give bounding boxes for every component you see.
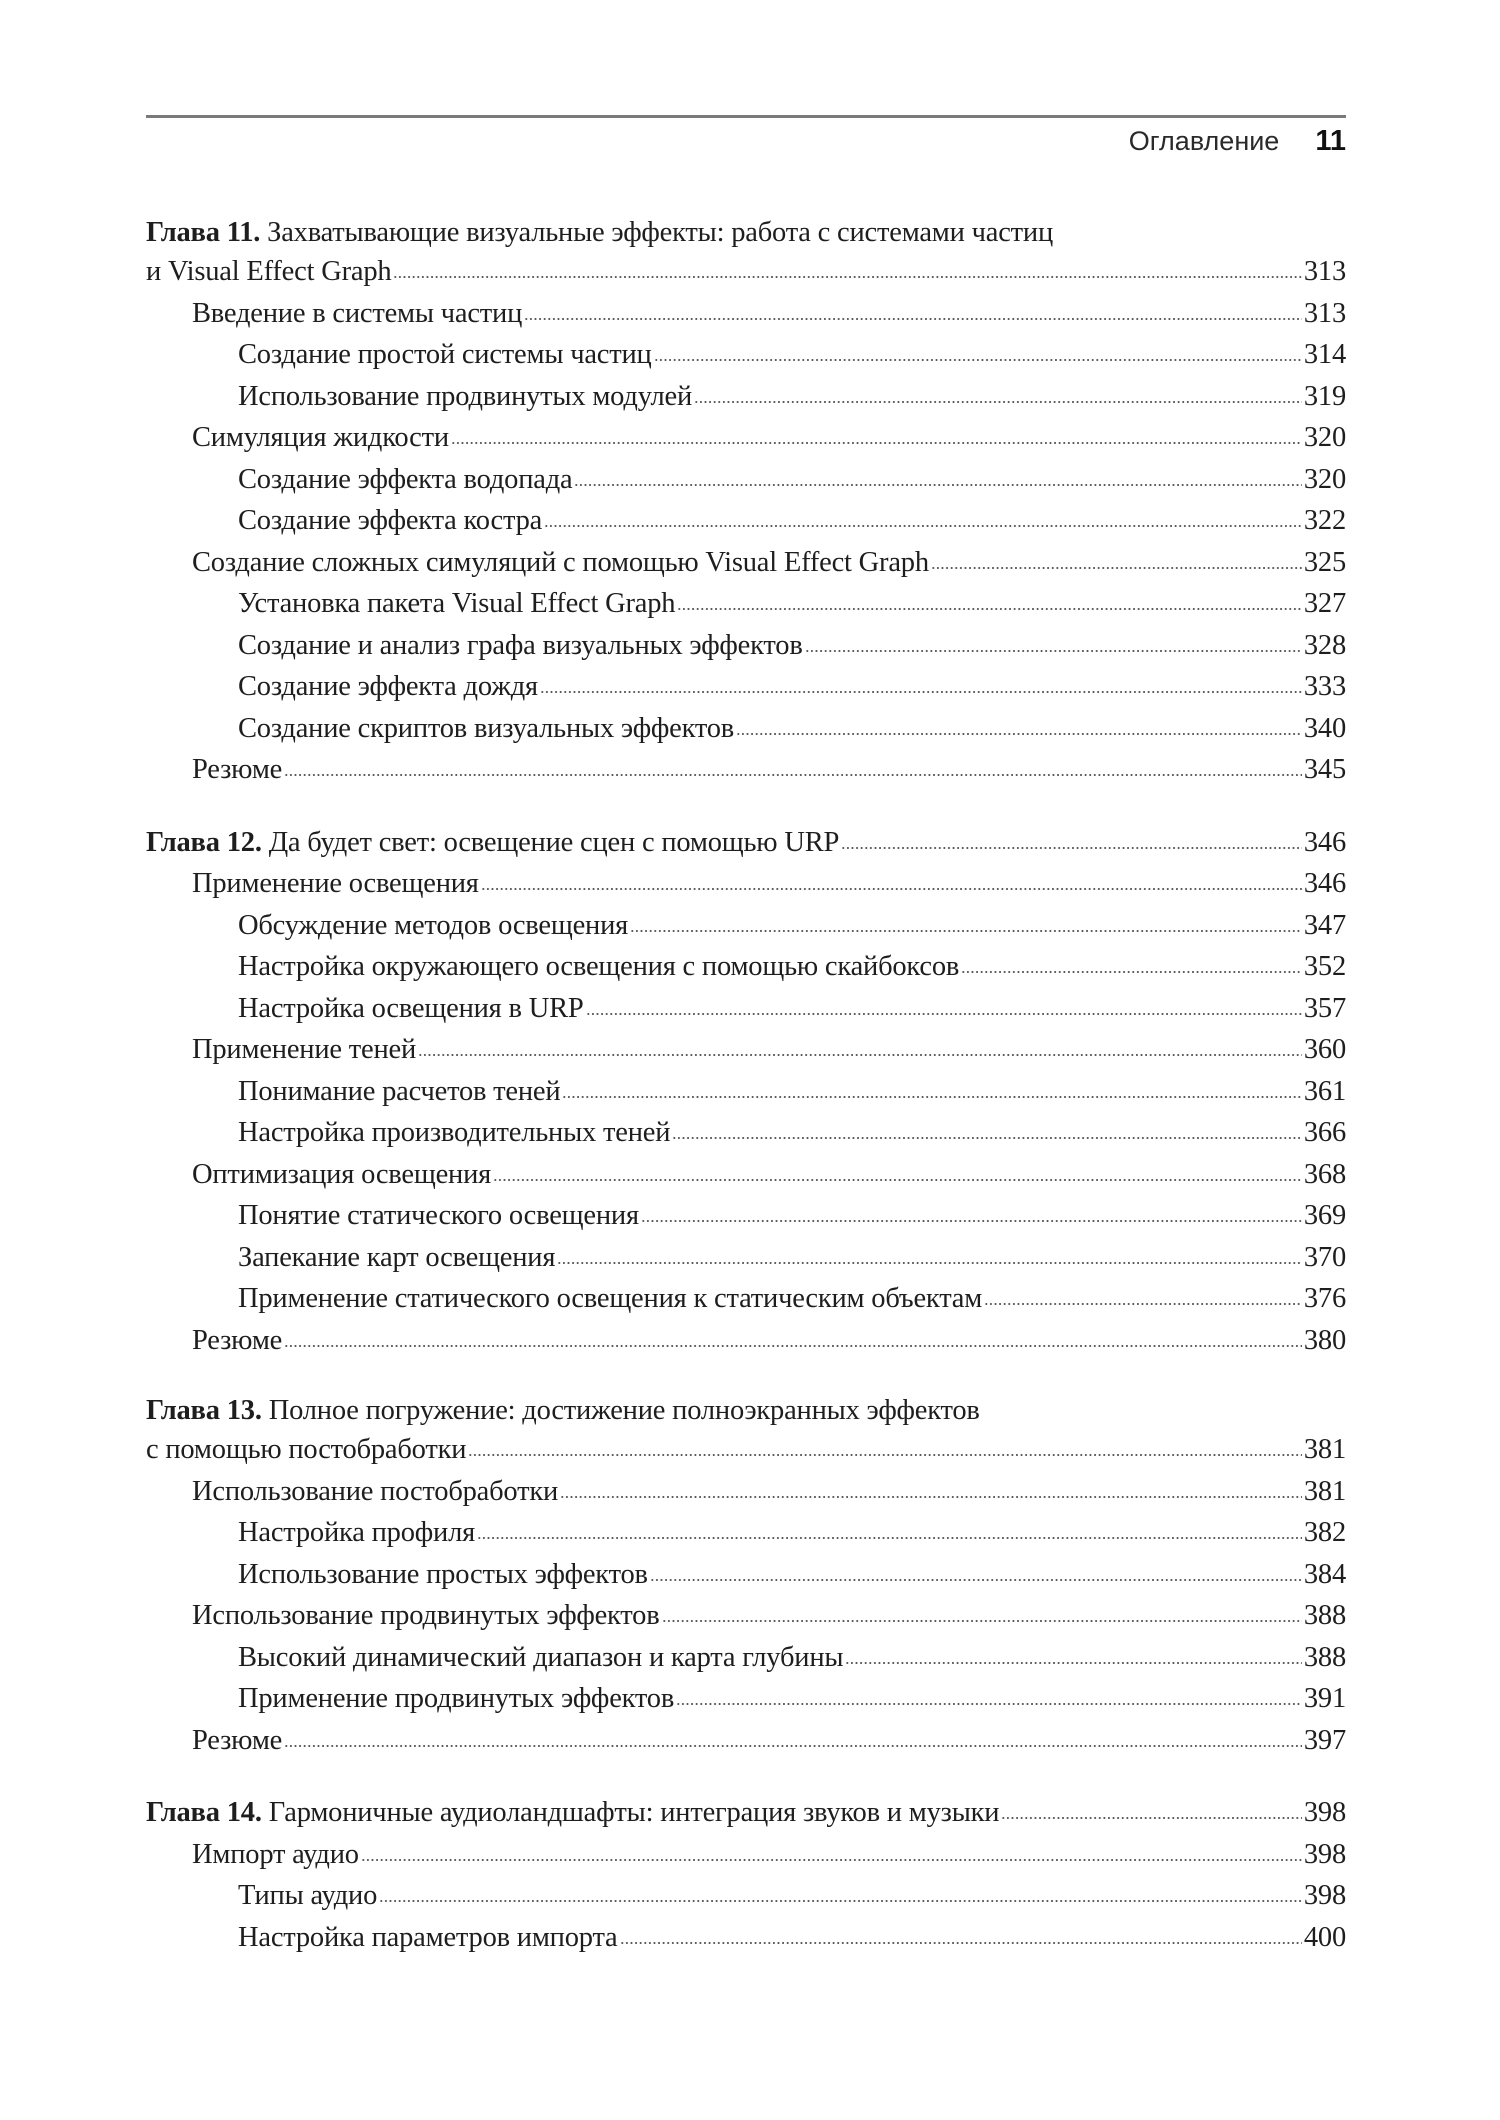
entry-title: Высокий динамический диапазон и карта глубины: [238, 1641, 844, 1673]
dot-leader: [672, 1135, 1302, 1141]
dot-leader: [641, 1218, 1302, 1224]
toc-entry[interactable]: [146, 1195, 1346, 1237]
chapter-11: [146, 214, 1346, 791]
dot-leader: [676, 1701, 1302, 1707]
entry-page: 382: [1303, 1517, 1346, 1548]
toc-entry[interactable]: [146, 1278, 1346, 1320]
entry-title: Импорт аудио: [192, 1838, 359, 1870]
dot-leader: [481, 886, 1302, 892]
chapter-heading-text: [146, 822, 839, 864]
dot-leader: [1001, 1815, 1301, 1821]
entry-page: 376: [1303, 1283, 1346, 1314]
entry-page: 345: [1303, 754, 1346, 785]
toc-entry[interactable]: [146, 749, 1346, 791]
entry-title: Настройка окружающего освещения с помощью скайбоксов: [238, 951, 960, 982]
toc-entry[interactable]: [146, 1834, 1346, 1876]
chapter-title-cont: с помощью постобработки: [146, 1434, 467, 1465]
toc-entry[interactable]: [146, 1112, 1346, 1154]
dot-leader: [393, 274, 1301, 280]
dot-leader: [418, 1052, 1302, 1058]
toc-entry[interactable]: [146, 905, 1346, 947]
toc-entry[interactable]: [146, 666, 1346, 708]
toc-entry[interactable]: [146, 1875, 1346, 1917]
dot-leader: [805, 648, 1302, 654]
entry-page: 347: [1303, 909, 1346, 941]
chapter-page: 346: [1303, 826, 1346, 858]
chapter-page: 313: [1303, 256, 1346, 287]
dot-leader: [493, 1177, 1302, 1183]
entry-page: 340: [1303, 712, 1346, 744]
dot-leader: [586, 1011, 1302, 1017]
chapter-label: Глава 12.: [146, 826, 262, 858]
entry-page: 333: [1303, 671, 1346, 702]
entry-page: 361: [1303, 1075, 1346, 1107]
entry-title: Установка пакета Visual Effect Graph: [238, 588, 676, 619]
entry-title: Создание сложных симуляций с помощью Visual Effect Graph: [192, 546, 929, 578]
dot-leader: [845, 1660, 1302, 1666]
table-of-contents: [146, 214, 1346, 1989]
entry-page: 380: [1303, 1324, 1346, 1356]
toc-entry[interactable]: [146, 1029, 1346, 1071]
entry-page: 388: [1303, 1600, 1346, 1631]
entry-title: Создание эффекта дождя: [238, 671, 538, 702]
chapter-heading[interactable]: [146, 822, 1346, 864]
chapter-title: Захватывающие визуальные эффекты: работа с системами частиц: [267, 217, 1054, 248]
entry-title: Настройка профиля: [238, 1517, 476, 1548]
toc-entry[interactable]: [146, 1720, 1346, 1762]
chapter-heading-line1[interactable]: [146, 1392, 1346, 1429]
chapter-heading-text: [146, 1792, 999, 1834]
entry-page: 328: [1303, 629, 1346, 661]
entry-title: Понимание расчетов теней: [238, 1075, 561, 1107]
entry-title: Обсуждение методов освещения: [238, 909, 629, 941]
chapter-heading-line2[interactable]: [146, 251, 1346, 293]
toc-entry[interactable]: [146, 1237, 1346, 1279]
chapter-title: Полное погружение: достижение полноэкранных эффектов: [268, 1395, 980, 1426]
entry-title: Использование продвинутых эффектов: [192, 1600, 660, 1631]
dot-leader: [562, 1094, 1301, 1100]
entry-page: 346: [1303, 868, 1346, 899]
entry-page: 313: [1303, 297, 1346, 329]
entry-title: Резюме: [192, 1724, 283, 1756]
entry-title: Создание эффекта костра: [238, 505, 543, 536]
entry-title: Резюме: [192, 1324, 283, 1356]
page-number: 11: [1315, 125, 1346, 157]
dot-leader: [736, 731, 1302, 737]
chapter-title: Гармоничные аудиоландшафты: интеграция звуков и музыки: [268, 1797, 1000, 1828]
chapter-13: [146, 1392, 1346, 1761]
entry-page: 366: [1303, 1117, 1346, 1148]
toc-entry[interactable]: [146, 334, 1346, 376]
chapter-title: Да будет свет: освещение сцен с помощью URP: [268, 826, 840, 858]
toc-entry[interactable]: [146, 1512, 1346, 1554]
entry-page: 327: [1303, 588, 1346, 619]
entry-title: Настройка освещения в URP: [238, 992, 584, 1024]
toc-entry[interactable]: [146, 1154, 1346, 1196]
entry-title: Применение освещения: [192, 868, 479, 899]
running-head: [1129, 125, 1346, 158]
entry-page: 370: [1303, 1241, 1346, 1273]
dot-leader: [961, 969, 1302, 975]
entry-title: Симуляция жидкости: [192, 422, 449, 453]
dot-leader: [650, 1577, 1302, 1583]
toc-entry[interactable]: [146, 1917, 1346, 1959]
entry-title: Использование постобработки: [192, 1475, 559, 1507]
entry-page: 398: [1303, 1880, 1346, 1911]
entry-page: 391: [1303, 1683, 1346, 1714]
toc-entry[interactable]: [146, 708, 1346, 750]
entry-page: 397: [1303, 1724, 1346, 1756]
toc-entry[interactable]: [146, 1678, 1346, 1720]
toc-entry[interactable]: [146, 583, 1346, 625]
entry-page: 381: [1303, 1475, 1346, 1507]
entry-title: Использование простых эффектов: [238, 1558, 648, 1590]
dot-leader: [361, 1857, 1302, 1863]
toc-entry[interactable]: [146, 376, 1346, 418]
toc-entry[interactable]: [146, 1595, 1346, 1637]
dot-leader: [984, 1301, 1302, 1307]
chapter-14: [146, 1792, 1346, 1958]
dot-leader: [379, 1898, 1302, 1904]
toc-entry[interactable]: [146, 293, 1346, 335]
dot-leader: [630, 928, 1302, 934]
entry-title: Резюме: [192, 754, 283, 785]
dot-leader: [694, 399, 1302, 405]
dot-leader: [544, 523, 1302, 529]
entry-title: Создание скриптов визуальных эффектов: [238, 712, 735, 744]
toc-entry[interactable]: [146, 863, 1346, 905]
toc-entry[interactable]: [146, 1071, 1346, 1113]
entry-title: Настройка параметров импорта: [238, 1921, 618, 1953]
toc-entry[interactable]: [146, 946, 1346, 988]
chapter-12: [146, 822, 1346, 1362]
dot-leader: [557, 1260, 1302, 1266]
entry-title: Введение в системы частиц: [192, 297, 523, 329]
chapter-label: Глава 14.: [146, 1797, 262, 1828]
toc-entry[interactable]: [146, 1320, 1346, 1362]
dot-leader: [841, 845, 1302, 851]
entry-page: 360: [1303, 1034, 1346, 1065]
chapter-heading-line1[interactable]: [146, 214, 1346, 251]
entry-page: 357: [1303, 992, 1346, 1024]
section-title: Оглавление: [1128, 126, 1280, 156]
entry-page: 320: [1303, 463, 1346, 495]
entry-page: 384: [1303, 1558, 1346, 1590]
chapter-label: Глава 11.: [146, 217, 261, 248]
toc-entry[interactable]: [146, 500, 1346, 542]
dot-leader: [451, 440, 1302, 446]
entry-page: 368: [1303, 1158, 1346, 1190]
entry-title: Создание эффекта водопада: [238, 463, 573, 495]
entry-page: 314: [1303, 339, 1346, 370]
entry-title: Типы аудио: [238, 1880, 378, 1911]
toc-entry[interactable]: [146, 1637, 1346, 1679]
chapter-title-cont: и Visual Effect Graph: [146, 256, 392, 287]
entry-page: 325: [1303, 546, 1346, 578]
chapter-page: 398: [1303, 1797, 1346, 1828]
entry-page: 322: [1303, 505, 1346, 536]
dot-leader: [284, 1743, 1302, 1749]
entry-title: Применение статического освещения к статическим объектам: [238, 1283, 983, 1314]
entry-title: Применение продвинутых эффектов: [238, 1683, 675, 1714]
entry-page: 388: [1303, 1641, 1346, 1673]
entry-page: 320: [1303, 422, 1346, 453]
toc-entry[interactable]: [146, 1554, 1346, 1596]
dot-leader: [574, 482, 1301, 488]
toc-entry[interactable]: [146, 542, 1346, 584]
dot-leader: [620, 1940, 1302, 1946]
entry-title: Оптимизация освещения: [192, 1158, 492, 1190]
dot-leader: [662, 1618, 1302, 1624]
entry-title: Запекание карт освещения: [238, 1241, 556, 1273]
header-rule: [146, 115, 1346, 118]
entry-title: Настройка производительных теней: [238, 1117, 671, 1148]
toc-entry[interactable]: [146, 625, 1346, 667]
dot-leader: [284, 772, 1302, 778]
entry-page: 400: [1303, 1921, 1346, 1953]
chapter-label: Глава 13.: [146, 1395, 262, 1426]
chapter-heading[interactable]: [146, 1792, 1346, 1834]
toc-entry[interactable]: [146, 417, 1346, 459]
entry-title: Создание простой системы частиц: [238, 339, 652, 370]
entry-title: Понятие статического освещения: [238, 1200, 639, 1231]
dot-leader: [477, 1535, 1302, 1541]
dot-leader: [524, 316, 1302, 322]
toc-entry[interactable]: [146, 988, 1346, 1030]
entry-title: Применение теней: [192, 1034, 417, 1065]
dot-leader: [468, 1452, 1302, 1458]
entry-title: Создание и анализ графа визуальных эффектов: [238, 629, 803, 661]
entry-page: 369: [1303, 1200, 1346, 1231]
dot-leader: [284, 1343, 1302, 1349]
toc-entry[interactable]: [146, 1471, 1346, 1513]
dot-leader: [560, 1494, 1302, 1500]
toc-entry[interactable]: [146, 459, 1346, 501]
entry-page: 398: [1303, 1838, 1346, 1870]
dot-leader: [677, 606, 1302, 612]
chapter-page: 381: [1303, 1434, 1346, 1465]
entry-page: 352: [1303, 951, 1346, 982]
entry-title: Использование продвинутых модулей: [238, 380, 693, 412]
chapter-heading-line2[interactable]: [146, 1429, 1346, 1471]
dot-leader: [540, 689, 1302, 695]
entry-page: 319: [1303, 380, 1346, 412]
dot-leader: [654, 357, 1302, 363]
dot-leader: [931, 565, 1302, 571]
